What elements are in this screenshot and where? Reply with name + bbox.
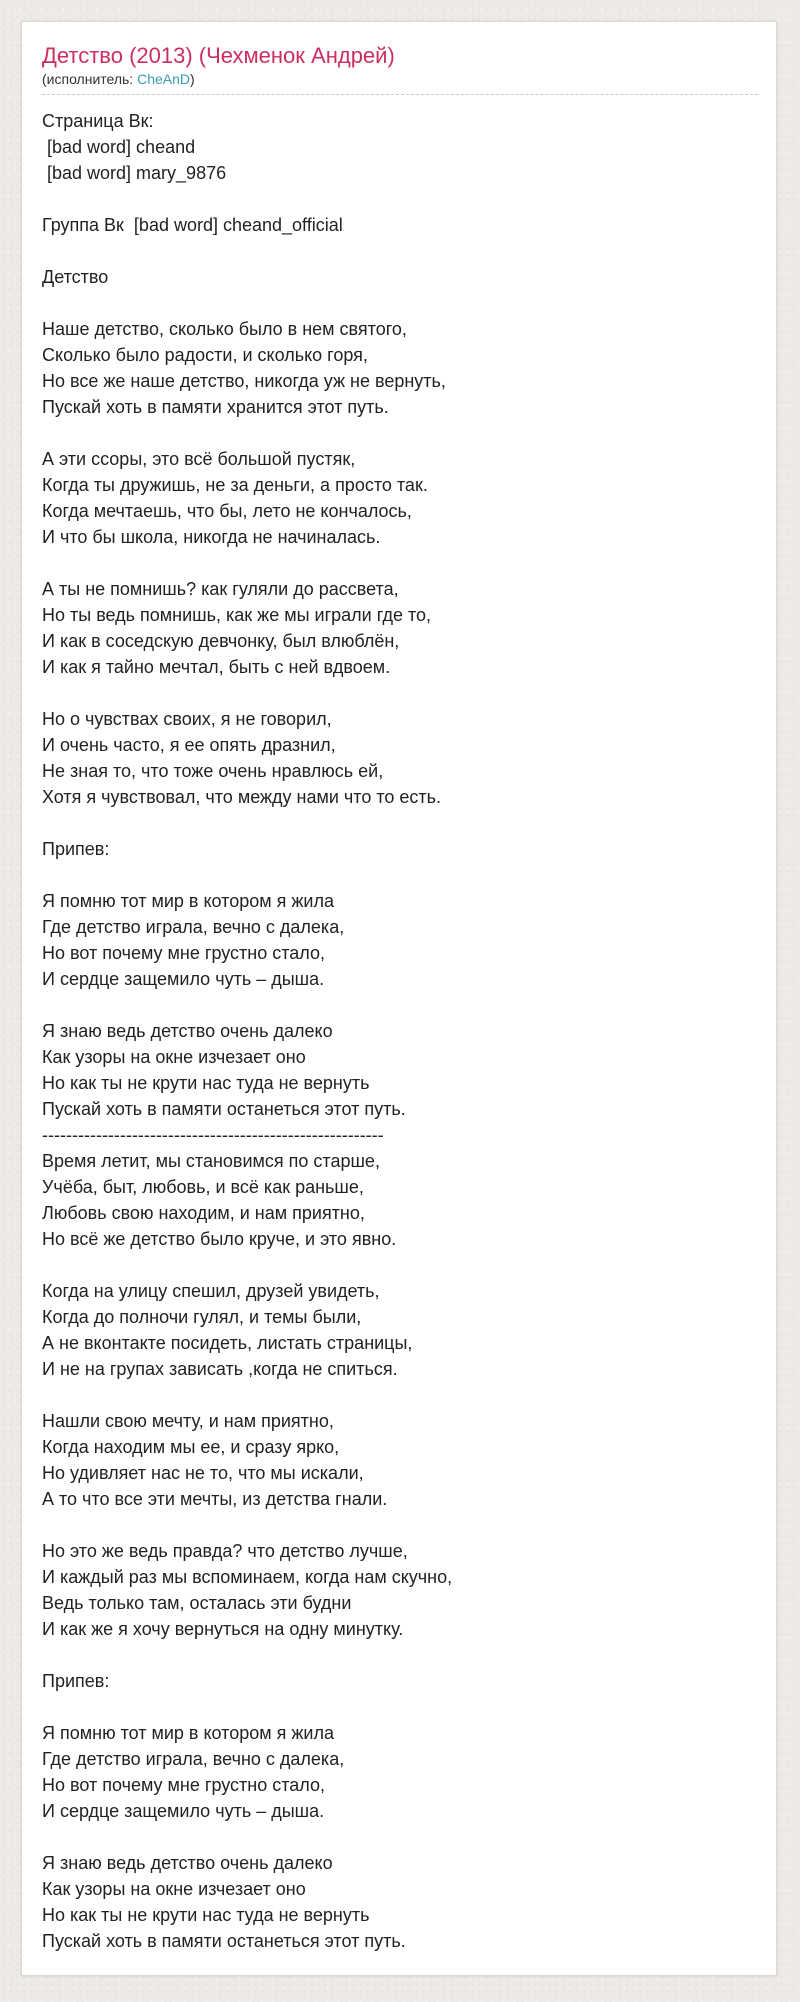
lyric-line: Я знаю ведь детство очень далеко <box>42 1021 333 1041</box>
lyric-blank-line <box>42 186 758 212</box>
artist-prefix: (исполнитель: <box>42 71 138 87</box>
lyric-blank-line <box>42 290 758 316</box>
lyric-line: Я помню тот мир в котором я жила <box>42 891 334 911</box>
song-title: Детство (2013) (Чехменок Андрей) <box>42 43 395 68</box>
lyric-line: А не вконтакте посидеть, листать страницы, <box>42 1333 413 1353</box>
lyric-line: Пускай хоть в памяти останеться этот путь. <box>42 1931 406 1951</box>
artist-suffix: ) <box>190 71 195 87</box>
lyrics-card <box>21 21 777 1976</box>
lyric-line: Но вот почему мне грустно стало, <box>42 943 326 963</box>
lyric-line: Я помню тот мир в котором я жила <box>42 1723 334 1743</box>
lyric-line: И сердце защемило чуть – дыша. <box>42 1801 325 1821</box>
lyric-blank-line <box>42 1694 758 1720</box>
lyric-line: Как узоры на окне изчезает оно <box>42 1047 306 1067</box>
lyric-line: Но все же наше детство, никогда уж не вернуть, <box>42 371 446 391</box>
lyric-line: --------------------------------------------------------- <box>42 1125 384 1145</box>
lyric-line: А ты не помнишь? как гуляли до рассвета, <box>42 579 399 599</box>
lyric-line: Когда на улицу спешил, друзей увидеть, <box>42 1281 380 1301</box>
lyric-line: И как я тайно мечтал, быть с ней вдвоем. <box>42 657 391 677</box>
lyric-blank-line <box>42 1252 758 1278</box>
lyric-line: Нашли свою мечту, и нам приятно, <box>42 1411 334 1431</box>
lyric-line: Припев: <box>42 839 110 859</box>
lyric-blank-line <box>42 1382 758 1408</box>
lyric-blank-line <box>42 810 758 836</box>
lyric-line: [bad word] cheand <box>42 137 196 157</box>
lyric-line: Пускай хоть в памяти останеться этот путь. <box>42 1099 406 1119</box>
lyric-line: Но о чувствах своих, я не говорил, <box>42 709 332 729</box>
lyric-line: Припев: <box>42 1671 110 1691</box>
lyric-line: Когда до полночи гулял, и темы были, <box>42 1307 362 1327</box>
lyric-line: Но ты ведь помнишь, как же мы играли где то, <box>42 605 432 625</box>
lyric-line: Но это же ведь правда? что детство лучше, <box>42 1541 408 1561</box>
lyric-blank-line <box>42 1824 758 1850</box>
lyric-line: И очень часто, я ее опять дразнил, <box>42 735 336 755</box>
lyric-line: Как узоры на окне изчезает оно <box>42 1879 306 1899</box>
lyric-line: Когда ты дружишь, не за деньги, а просто так. <box>42 475 428 495</box>
lyric-blank-line <box>42 1512 758 1538</box>
lyric-line: Не зная то, что тоже очень нравлюсь ей, <box>42 761 384 781</box>
lyric-line: Хотя я чувствовал, что между нами что то есть. <box>42 787 442 807</box>
lyric-line: И что бы школа, никогда не начиналась. <box>42 527 381 547</box>
lyric-line: И как же я хочу вернуться на одну минутку. <box>42 1619 404 1639</box>
lyric-line: Но вот почему мне грустно стало, <box>42 1775 326 1795</box>
lyric-line: Время летит, мы становимся по старше, <box>42 1151 380 1171</box>
lyric-line: Пускай хоть в памяти хранится этот путь. <box>42 397 389 417</box>
lyric-line: Группа Вк [bad word] cheand_official <box>42 215 343 235</box>
lyric-blank-line <box>42 680 758 706</box>
lyric-blank-line <box>42 238 758 264</box>
lyric-line: Где детство играла, вечно с далека, <box>42 1749 345 1769</box>
lyric-line: Наше детство, сколько было в нем святого, <box>42 319 407 339</box>
lyric-blank-line <box>42 1642 758 1668</box>
lyric-line: А эти ссоры, это всё большой пустяк, <box>42 449 356 469</box>
lyric-line: И каждый раз мы вспоминаем, когда нам скучно, <box>42 1567 453 1587</box>
lyric-blank-line <box>42 862 758 888</box>
lyric-line: Любовь свою находим, и нам приятно, <box>42 1203 365 1223</box>
lyric-line: Но удивляет нас не то, что мы искали, <box>42 1463 364 1483</box>
lyric-blank-line <box>42 420 758 446</box>
lyric-line: Страница Вк: <box>42 111 154 131</box>
lyrics-text <box>42 108 758 1954</box>
artist-line <box>42 70 758 88</box>
lyric-line: Когда мечтаешь, что бы, лето не кончалось, <box>42 501 412 521</box>
lyric-line: А то что все эти мечты, из детства гнали. <box>42 1489 388 1509</box>
lyric-line: Учёба, быт, любовь, и всё как раньше, <box>42 1177 364 1197</box>
lyric-line: И не на групах зависать ,когда не спиться. <box>42 1359 398 1379</box>
lyric-line: Сколько было радости, и сколько горя, <box>42 345 368 365</box>
lyric-blank-line <box>42 992 758 1018</box>
lyric-line: Где детство играла, вечно с далека, <box>42 917 345 937</box>
lyric-line: И как в соседскую девчонку, был влюблён, <box>42 631 400 651</box>
lyric-line: Детство <box>42 267 109 287</box>
lyric-line: И сердце защемило чуть – дыша. <box>42 969 325 989</box>
lyric-line: Но как ты не крути нас туда не вернуть <box>42 1073 370 1093</box>
lyric-line: Но как ты не крути нас туда не вернуть <box>42 1905 370 1925</box>
lyric-line: Ведь только там, осталась эти будни <box>42 1593 352 1613</box>
artist-link[interactable]: CheAnD <box>137 71 191 87</box>
lyric-line: Я знаю ведь детство очень далеко <box>42 1853 333 1873</box>
lyric-line: Когда находим мы ее, и сразу ярко, <box>42 1437 340 1457</box>
lyric-line: [bad word] mary_9876 <box>42 163 227 183</box>
lyric-line: Но всё же детство было круче, и это явно. <box>42 1229 397 1249</box>
lyric-blank-line <box>42 550 758 576</box>
song-header <box>42 42 758 95</box>
